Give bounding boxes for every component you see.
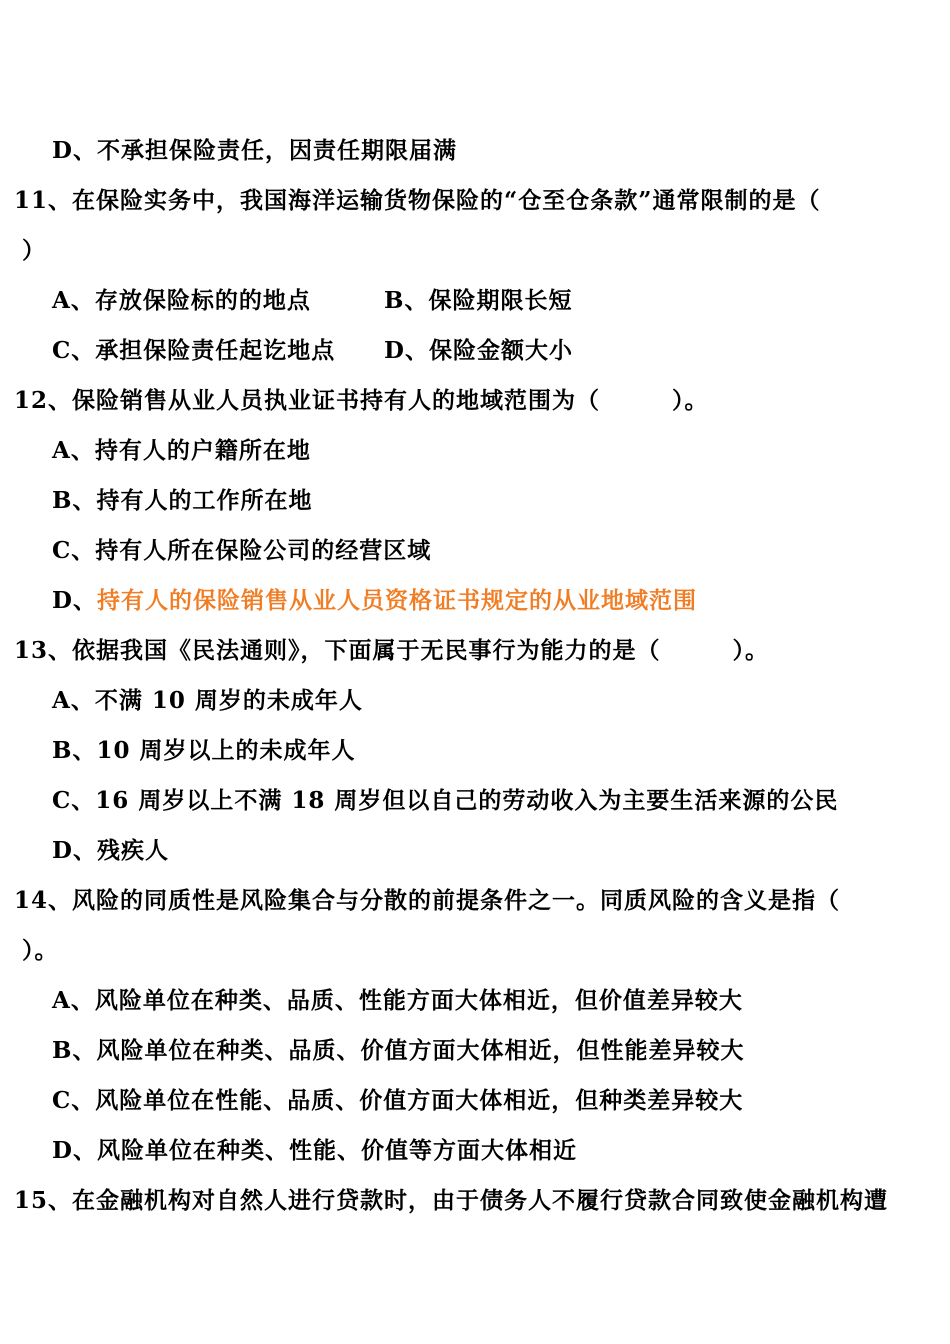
option-b-q14: B、风险单位在种类、品质、价值方面大体相近，但性能差异较大 bbox=[52, 1037, 745, 1064]
option-a-q13: A、不满 10 周岁的未成年人 bbox=[52, 687, 363, 714]
question-13: 13、依据我国《民法通则》，下面属于无民事行为能力的是（ ）。 bbox=[14, 637, 770, 664]
question-12: 12、保险销售从业人员执业证书持有人的地域范围为（ ）。 bbox=[14, 387, 709, 414]
option-d-q13: D、残疾人 bbox=[52, 837, 169, 864]
question-15: 15、在金融机构对自然人进行贷款时，由于债务人不履行贷款合同致使金融机构遭 bbox=[14, 1187, 889, 1214]
option-d-q14: D、风险单位在种类、性能、价值等方面大体相近 bbox=[52, 1137, 577, 1164]
question-11: 11、在保险实务中，我国海洋运输货物保险的“仓至仓条款”通常限制的是（ bbox=[14, 187, 821, 214]
question-11-continuation: ） bbox=[22, 237, 46, 264]
option-b-q13: B、10 周岁以上的未成年人 bbox=[52, 737, 356, 764]
option-row-q11-ab bbox=[52, 286, 573, 316]
option-d-q10: D、不承担保险责任，因责任期限届满 bbox=[52, 137, 457, 164]
question-14-continuation: ）。 bbox=[22, 937, 59, 964]
option-d-q12-prefix: D、 bbox=[52, 587, 97, 614]
option-a-q14: A、风险单位在种类、品质、性能方面大体相近，但价值差异较大 bbox=[52, 987, 743, 1014]
option-b-q11: B、保险期限长短 bbox=[384, 287, 573, 314]
option-a-q11: A、存放保险标的的地点 bbox=[52, 287, 311, 314]
option-d-q12 bbox=[52, 586, 697, 616]
option-b-q12: B、持有人的工作所在地 bbox=[52, 487, 313, 514]
option-c-q11: C、承担保险责任起讫地点 bbox=[52, 337, 336, 364]
highlighted-answer: 持有人的保险销售从业人员资格证书规定的从业地域范围 bbox=[96, 587, 697, 614]
option-c-q12: C、持有人所在保险公司的经营区域 bbox=[52, 537, 432, 564]
question-14: 14、风险的同质性是风险集合与分散的前提条件之一。同质风险的含义是指（ bbox=[14, 887, 841, 914]
option-c-q14: C、风险单位在性能、品质、价值方面大体相近，但种类差异较大 bbox=[52, 1087, 744, 1114]
option-c-q13: C、16 周岁以上不满 18 周岁但以自己的劳动收入为主要生活来源的公民 bbox=[52, 787, 839, 814]
option-a-q12: A、持有人的户籍所在地 bbox=[52, 437, 311, 464]
option-d-q11: D、保险金额大小 bbox=[384, 337, 573, 364]
option-row-q11-cd bbox=[52, 336, 573, 366]
